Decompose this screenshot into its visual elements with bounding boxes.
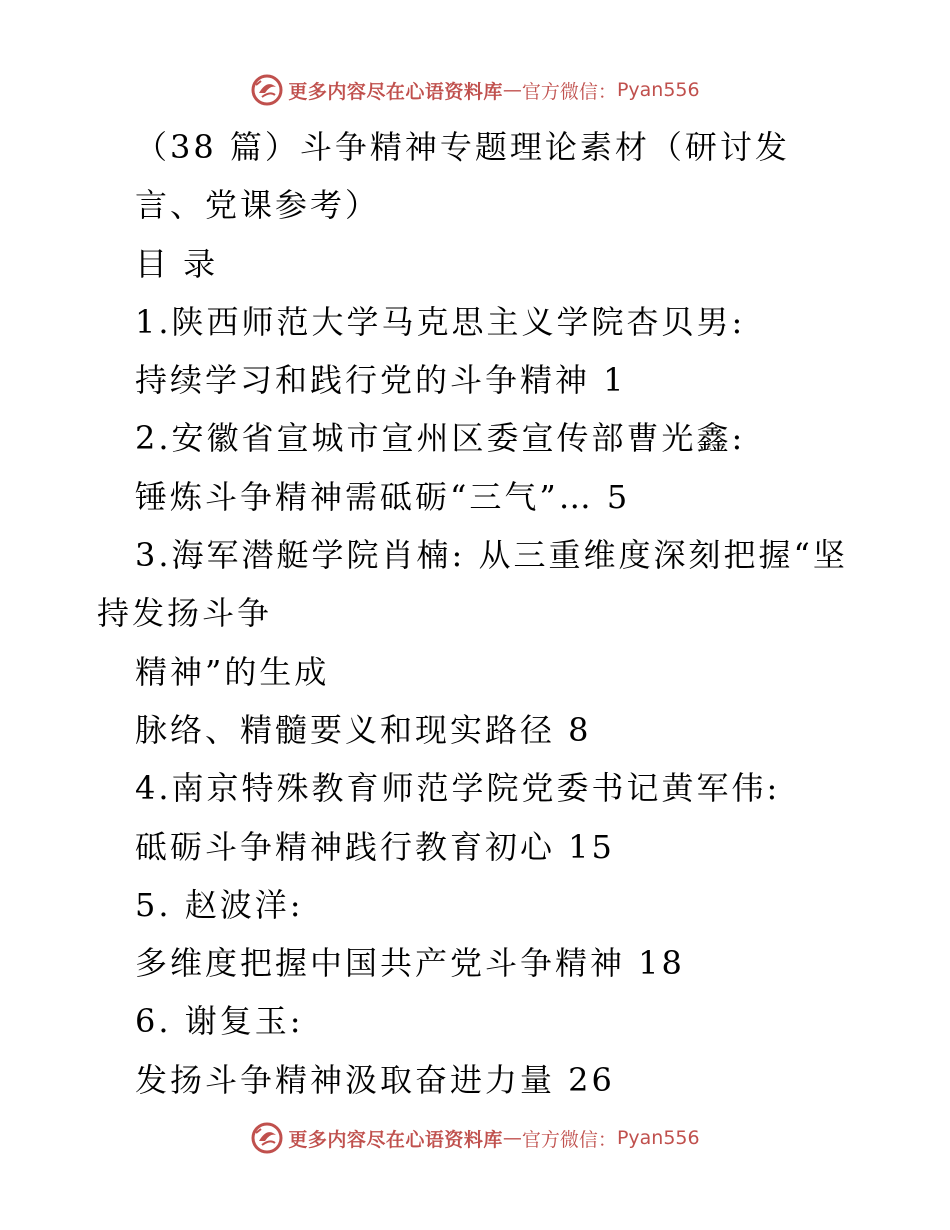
banner-wechat-id: Pyan556 bbox=[616, 1127, 700, 1149]
toc-entry-5-author: 5. 赵波洋: bbox=[135, 885, 304, 924]
toc-entry-2-author: 2.安徽省宣城市宣州区委宣传部曹光鑫: bbox=[135, 419, 746, 458]
toc-entry-3-title-part-2: 精神”的生成 bbox=[135, 652, 330, 691]
red-swirl-logo-icon bbox=[250, 1121, 284, 1155]
toc-entry-3-author: 3.海军潜艇学院肖楠: 从三重维度深刻把握“坚 bbox=[135, 536, 848, 575]
toc-entry-4-title: 砥砺斗争精神践行教育初心 15 bbox=[135, 827, 615, 866]
banner-dash: — bbox=[502, 1127, 522, 1149]
toc-entry-1-title: 持续学习和践行党的斗争精神 1 bbox=[135, 361, 627, 400]
document-body bbox=[0, 118, 950, 1109]
banner-dash: — bbox=[502, 79, 522, 101]
banner-wechat-id: Pyan556 bbox=[616, 79, 700, 101]
toc-entry-1-author: 1.陕西师范大学马克思主义学院杏贝男: bbox=[135, 302, 746, 341]
document-title-line-2: 言、党课参考） bbox=[135, 186, 381, 225]
toc-entry-4-author: 4.南京特殊教育师范学院党委书记黄军伟: bbox=[135, 769, 781, 808]
header-banner bbox=[0, 70, 950, 110]
toc-entry-5-title: 多维度把握中国共产党斗争精神 18 bbox=[135, 944, 685, 983]
document-title-line-1: （38 篇）斗争精神专题理论素材（研讨发 bbox=[135, 128, 790, 166]
banner-wechat-label: 官方微信： bbox=[521, 80, 617, 103]
red-swirl-logo-icon bbox=[250, 73, 284, 107]
banner-wechat-label: 官方微信： bbox=[521, 1128, 617, 1151]
toc-entry-6-title: 发扬斗争精神汲取奋进力量 26 bbox=[135, 1060, 615, 1099]
banner-main-text: 更多内容尽在心语资料库 bbox=[288, 80, 503, 103]
toc-entry-2-title: 锤炼斗争精神需砥砺“三气”… 5 bbox=[135, 477, 631, 516]
toc-entry-6-author: 6. 谢复玉: bbox=[135, 1002, 304, 1041]
toc-entry-3-title-part-1: 持发扬斗争 bbox=[97, 594, 273, 633]
footer-banner bbox=[0, 1118, 950, 1158]
toc-heading: 目 录 bbox=[135, 244, 219, 283]
toc-entry-3-title-part-3: 脉络、精髓要义和现实路径 8 bbox=[135, 710, 592, 749]
banner-main-text: 更多内容尽在心语资料库 bbox=[288, 1128, 503, 1151]
